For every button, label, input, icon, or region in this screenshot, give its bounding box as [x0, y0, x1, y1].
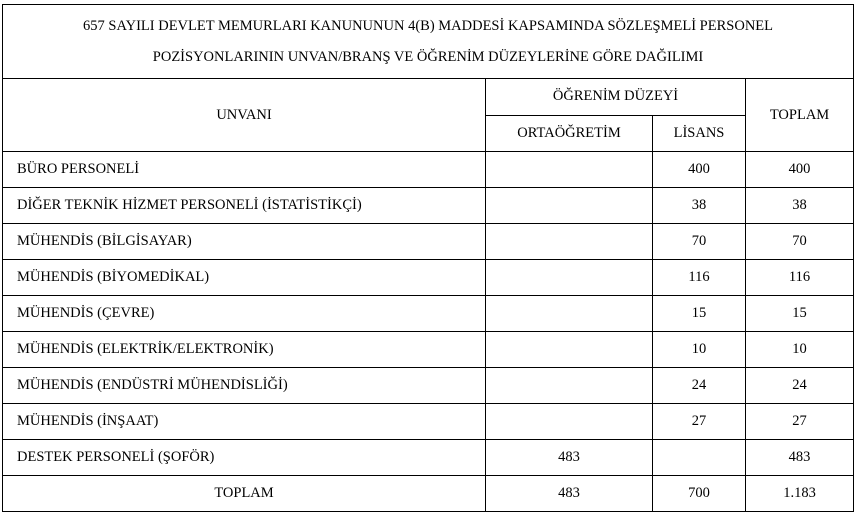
header-lisans: LİSANS	[653, 115, 746, 152]
row-ortaogretim	[486, 224, 653, 260]
row-ortaogretim	[486, 332, 653, 368]
table-row	[3, 332, 854, 368]
table-row	[3, 296, 854, 332]
row-toplam: 10	[746, 332, 854, 368]
table-row	[3, 188, 854, 224]
row-toplam: 116	[746, 260, 854, 296]
row-lisans	[653, 440, 746, 476]
row-ortaogretim	[486, 188, 653, 224]
row-ortaogretim	[486, 404, 653, 440]
row-toplam: 27	[746, 404, 854, 440]
header-ortaogretim: ORTAÖĞRETİM	[486, 115, 653, 152]
table-title-line-2: POZİSYONLARININ UNVAN/BRANŞ VE ÖĞRENİM DÜZEYLERİNE GÖRE DAĞILIMI	[152, 48, 704, 65]
row-unvan: MÜHENDİS (ÇEVRE)	[3, 296, 486, 332]
row-lisans: 24	[653, 368, 746, 404]
row-lisans: 116	[653, 260, 746, 296]
distribution-table	[2, 4, 854, 512]
row-toplam: 70	[746, 224, 854, 260]
row-toplam: 400	[746, 152, 854, 188]
table-title	[3, 5, 854, 79]
table-row	[3, 440, 854, 476]
header-ogrenim-duzeyi: ÖĞRENİM DÜZEYİ	[486, 79, 746, 116]
row-unvan: BÜRO PERSONELİ	[3, 152, 486, 188]
row-toplam: 15	[746, 296, 854, 332]
row-unvan: MÜHENDİS (BİLGİSAYAR)	[3, 224, 486, 260]
row-lisans: 15	[653, 296, 746, 332]
total-label: TOPLAM	[3, 476, 486, 512]
row-lisans: 27	[653, 404, 746, 440]
table-row	[3, 224, 854, 260]
row-lisans: 400	[653, 152, 746, 188]
total-lisans: 700	[653, 476, 746, 512]
table-row	[3, 152, 854, 188]
row-unvan: MÜHENDİS (BİYOMEDİKAL)	[3, 260, 486, 296]
row-ortaogretim: 483	[486, 440, 653, 476]
row-unvan: MÜHENDİS (ENDÜSTRİ MÜHENDİSLİĞİ)	[3, 368, 486, 404]
total-ortaogretim: 483	[486, 476, 653, 512]
total-row	[3, 476, 854, 512]
row-ortaogretim	[486, 368, 653, 404]
row-unvan: DESTEK PERSONELİ (ŞOFÖR)	[3, 440, 486, 476]
table-row	[3, 368, 854, 404]
row-toplam: 483	[746, 440, 854, 476]
row-unvan: MÜHENDİS (ELEKTRİK/ELEKTRONİK)	[3, 332, 486, 368]
row-unvan: MÜHENDİS (İNŞAAT)	[3, 404, 486, 440]
header-toplam: TOPLAM	[746, 79, 854, 152]
table-row	[3, 404, 854, 440]
row-unvan: DİĞER TEKNİK HİZMET PERSONELİ (İSTATİSTİKÇİ)	[3, 188, 486, 224]
table-title-line-1: 657 SAYILI DEVLET MEMURLARI KANUNUNUN 4(B) MADDESİ KAPSAMINDA SÖZLEŞMELİ PERSONEL	[83, 17, 773, 34]
row-toplam: 38	[746, 188, 854, 224]
row-lisans: 38	[653, 188, 746, 224]
row-lisans: 10	[653, 332, 746, 368]
table-row	[3, 260, 854, 296]
row-lisans: 70	[653, 224, 746, 260]
row-ortaogretim	[486, 152, 653, 188]
total-toplam: 1.183	[746, 476, 854, 512]
row-ortaogretim	[486, 296, 653, 332]
row-toplam: 24	[746, 368, 854, 404]
header-unvan: UNVANI	[3, 79, 486, 152]
row-ortaogretim	[486, 260, 653, 296]
